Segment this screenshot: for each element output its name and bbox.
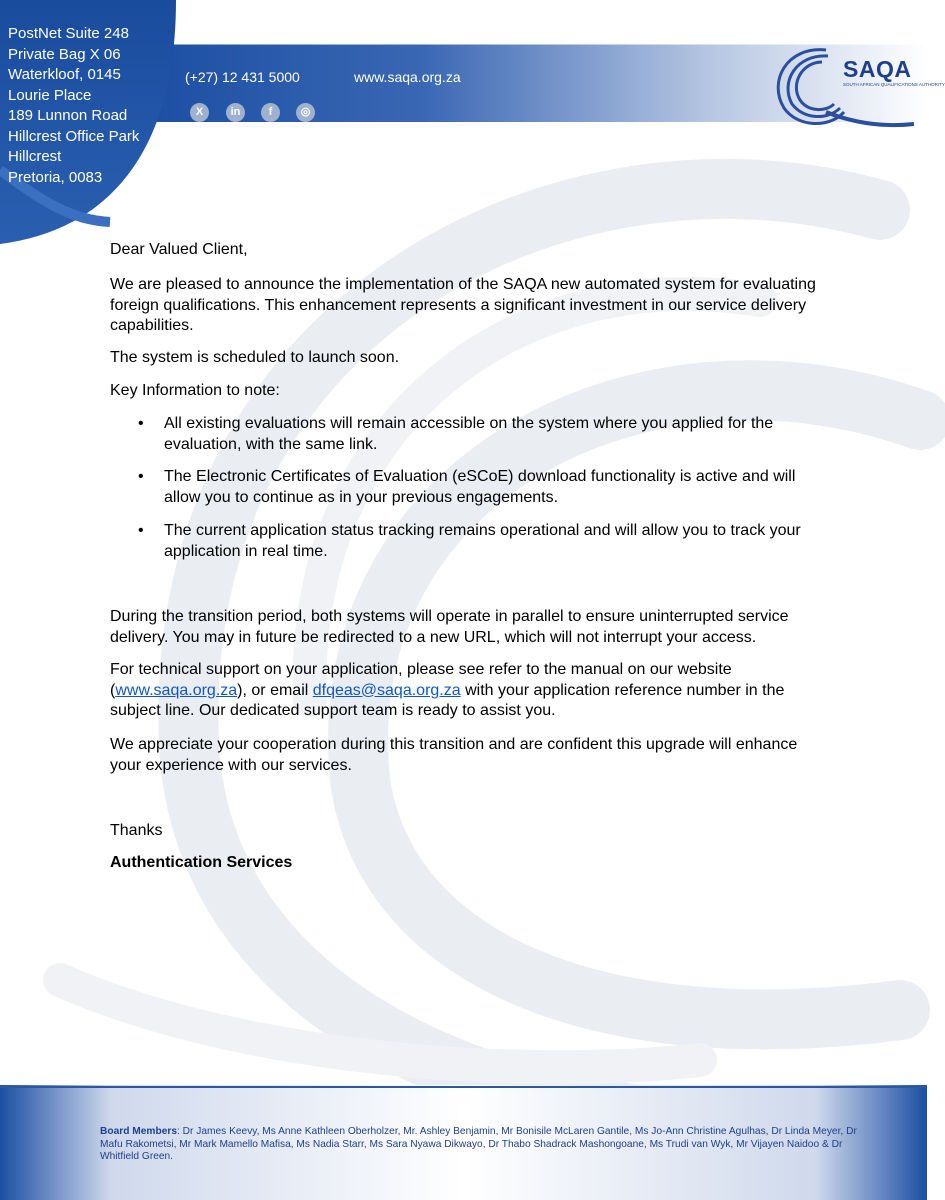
support-text: For technical support on your application, please see refer to the manual on our website ( [110, 661, 732, 699]
paragraph-appreciation: We appreciate your cooperation during this transition and are confident this upgrade will enhance your experience with our services. [110, 736, 798, 774]
logo-subtext: SOUTH AFRICAN QUALIFICATIONS AUTHORITY [843, 82, 945, 87]
x-icon[interactable]: X [190, 103, 209, 122]
logo-text: SAQA [843, 56, 912, 82]
bullet-item: The Electronic Certificates of Evaluation (eSCoE) download functionality is active and will allow you to continue as in your previous engagements. [164, 468, 796, 506]
paragraph-support [110, 660, 830, 722]
facebook-icon[interactable]: f [261, 103, 280, 122]
website-link[interactable]: www.saqa.org.za [115, 681, 238, 699]
email-link[interactable]: dfqeas@saqa.org.za [312, 681, 461, 699]
phone-number: (+27) 12 431 5000 [185, 69, 300, 85]
paragraph-launch: The system is scheduled to launch soon. [110, 349, 400, 366]
address-line: Waterkloof, 0145 [8, 66, 121, 83]
board-members [100, 1126, 880, 1164]
closing: Thanks [110, 822, 163, 839]
linkedin-icon[interactable]: in [226, 103, 245, 122]
support-text: with your application reference number in the subject line. Our dedicated support team is ready to assist you. [110, 681, 785, 719]
address-line: 189 Lunnon Road [8, 107, 128, 124]
bullet-icon: • [138, 468, 144, 485]
paragraph-transition: During the transition period, both systems will operate in parallel to ensure uninterrupted service delivery. You may in future be redirected to a new URL, which will not interrupt your access. [110, 608, 789, 646]
header-website[interactable]: www.saqa.org.za [354, 69, 461, 85]
support-text: ), or email [237, 681, 313, 699]
address-line: Pretoria, 0083 [8, 168, 103, 186]
bullet-item: The current application status tracking remains operational and will allow you to track your application in real time. [164, 522, 801, 560]
signature: Authentication Services [110, 854, 293, 871]
key-info-heading: Key Information to note: [110, 382, 280, 399]
board-label: Board Members [100, 1126, 177, 1137]
bullet-item: All existing evaluations will remain accessible on the system where you applied for the evaluation, with the same link. [164, 415, 774, 453]
address-line: Private Bag X 06 [8, 45, 121, 63]
bullet-icon: • [138, 522, 144, 539]
bullet-icon: • [138, 415, 144, 432]
address-line: Lourie Place [8, 86, 92, 104]
address-line: PostNet Suite 248 [8, 25, 129, 42]
salutation: Dear Valued Client, [110, 241, 248, 258]
footer-divider [0, 1086, 927, 1088]
address-block [0, 0, 180, 244]
address-line: Hillcrest Office Park [8, 127, 140, 145]
address-line: Hillcrest [8, 148, 62, 165]
paragraph-intro: We are pleased to announce the implementation of the SAQA new automated system for evaluating foreign qualifications. This enhancement represents a significant investment in our service delivery capabilities. [110, 276, 816, 334]
instagram-icon[interactable]: ◎ [296, 103, 315, 122]
board-members-list: : Dr James Keevy, Ms Anne Kathleen Oberholzer, Mr. Ashley Benjamin, Mr Bonisile McLaren Gantile, Ms Jo-Ann Christine Agulhas, Dr Linda Meyer, Dr Mafu Rakometsi, Mr Mark Mamello Mafisa, Ms Nadia Starr, Ms Sara Nyawa Dikwayo, Dr Thabo Shadrack Mashongoane, Ms Trudi van Wyk, Mr Vijayen Naidoo & Dr Whitfield Green. [100, 1126, 857, 1162]
